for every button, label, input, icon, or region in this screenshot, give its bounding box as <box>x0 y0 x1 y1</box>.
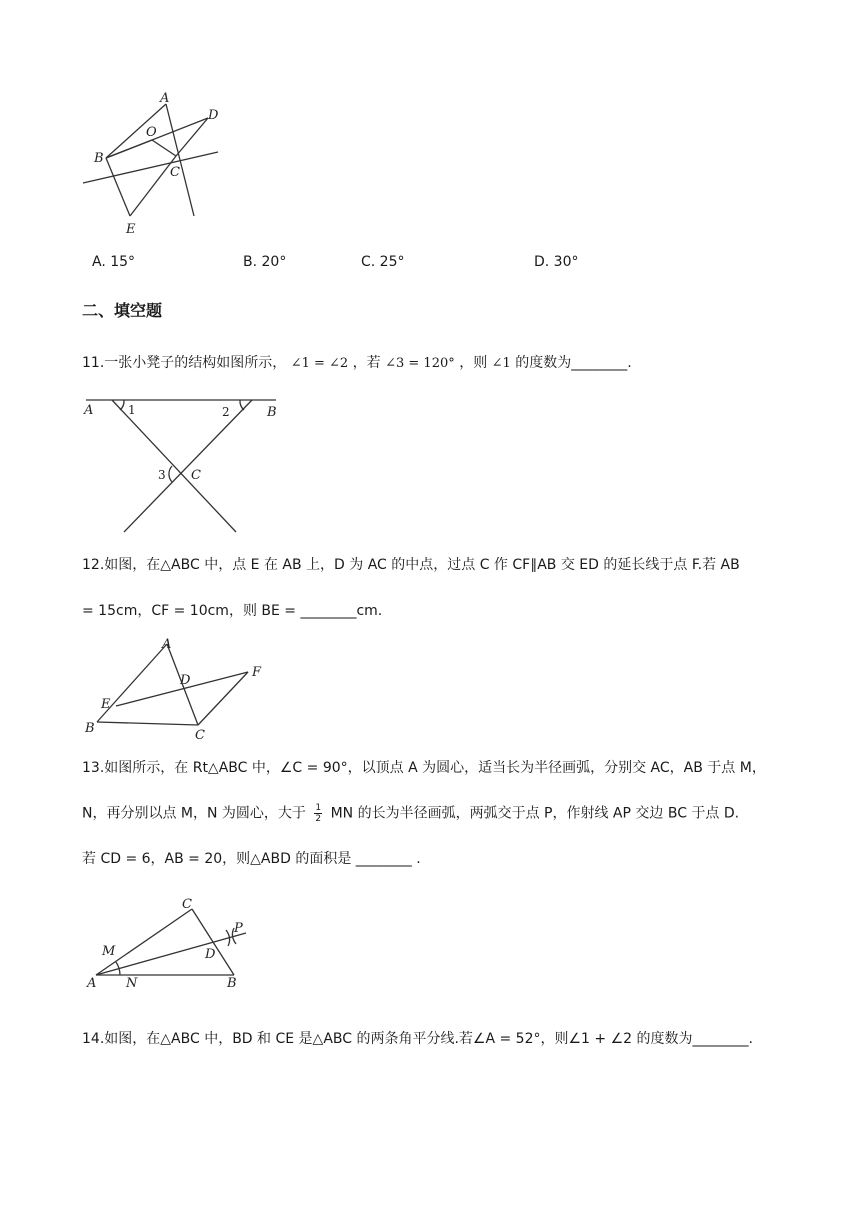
q13-fraction-one-half <box>314 803 322 824</box>
q12-label-a: A <box>162 637 172 652</box>
q11-mid-1: ，若 <box>352 355 381 371</box>
q11-math-angle1: ∠1 <box>491 356 511 371</box>
q11-label-c: C <box>191 468 201 483</box>
choice-b: B. 20° <box>243 254 287 270</box>
q12-label-d: D <box>180 673 191 688</box>
q11-label-b: B <box>267 405 277 420</box>
choice-a: A. 15° <box>92 254 136 270</box>
q12-label-e: E <box>101 697 111 712</box>
q10-line-ob <box>106 140 152 158</box>
q13-line-2-after: MN 的长为半径画弧，两弧交于点 P，作射线 AP 交边 BC 于点 D. <box>330 805 740 822</box>
q11-label-1: 1 <box>128 403 136 417</box>
q13-label-a: A <box>87 976 97 991</box>
q11-arc-3 <box>169 466 172 482</box>
q13-label-m: M <box>102 944 116 959</box>
q11-math-angle3: ∠3 = 120° <box>385 356 455 371</box>
question-12-line-1: 12.如图，在△ABC 中，点 E 在 AB 上，D 为 AC 的中点，过点 C 作 CF∥AB 交 ED 的延长线于点 F.若 AB <box>82 557 740 573</box>
q11-arc-2 <box>240 400 244 410</box>
q10-label-o: O <box>146 125 157 140</box>
q13-label-c: C <box>182 897 192 912</box>
q10-label-d: D <box>208 108 219 123</box>
q11-label-3: 3 <box>158 468 166 482</box>
q11-leg-right <box>124 400 252 532</box>
q11-arc-1 <box>120 400 124 410</box>
q10-label-b: B <box>94 151 104 166</box>
question-13-line-2 <box>82 803 739 824</box>
q13-line-2-before: N，再分别以点 M，N 为圆心，大于 <box>82 805 306 822</box>
q11-math-angle-equality: ∠1 = ∠2 <box>290 356 349 371</box>
q11-mid-2: ，则 <box>459 355 488 371</box>
q11-text-after: 的度数为________. <box>515 355 632 371</box>
q13-line-ac <box>96 909 192 975</box>
q12-label-b: B <box>85 721 95 736</box>
q10-line-ac <box>166 104 194 216</box>
q12-label-c: C <box>195 728 205 743</box>
q13-fraction-denominator: 2 <box>315 814 322 824</box>
q11-figure <box>80 392 290 537</box>
q10-figure <box>78 88 228 238</box>
q13-label-d: D <box>205 947 216 962</box>
q10-label-a: A <box>160 91 170 106</box>
q11-label-2: 2 <box>222 405 230 419</box>
q10-line-be <box>106 158 130 216</box>
q13-figure <box>84 892 259 992</box>
question-12-line-2: = 15cm，CF = 10cm，则 BE = ________cm. <box>82 603 383 619</box>
question-13-line-3: 若 CD = 6，AB = 20，则△ABD 的面积是 ________ . <box>82 851 421 867</box>
choice-d: D. 30° <box>534 254 579 270</box>
q12-label-f: F <box>252 665 262 680</box>
q11-label-a: A <box>84 403 94 418</box>
q12-figure <box>82 636 267 741</box>
section-title: 二、填空题 <box>82 301 163 320</box>
q10-label-c: C <box>170 165 180 180</box>
q12-line-bc <box>97 722 198 725</box>
q13-label-p: P <box>234 921 243 936</box>
q11-leg-left <box>112 400 236 532</box>
question-11-text <box>82 353 632 374</box>
q13-fraction-numerator: 1 <box>315 803 322 813</box>
q10-label-e: E <box>126 222 136 237</box>
q11-text-before: 11.一张小凳子的结构如图所示， <box>82 355 287 371</box>
q13-label-b: B <box>227 976 237 991</box>
choice-c: C. 25° <box>361 254 405 270</box>
q10-line-ba <box>106 104 166 158</box>
question-13-line-1: 13.如图所示，在 Rt△ABC 中，∠C = 90°，以顶点 A 为圆心，适当长为半径画弧，分别交 AC，AB 于点 M， <box>82 760 766 776</box>
q10-line-oc <box>152 140 176 156</box>
question-14-text: 14.如图，在△ABC 中，BD 和 CE 是△ABC 的两条角平分线.若∠A = 52°，则∠1 + ∠2 的度数为________. <box>82 1031 753 1047</box>
q12-line-cf <box>198 672 248 725</box>
q13-label-n: N <box>126 976 138 991</box>
